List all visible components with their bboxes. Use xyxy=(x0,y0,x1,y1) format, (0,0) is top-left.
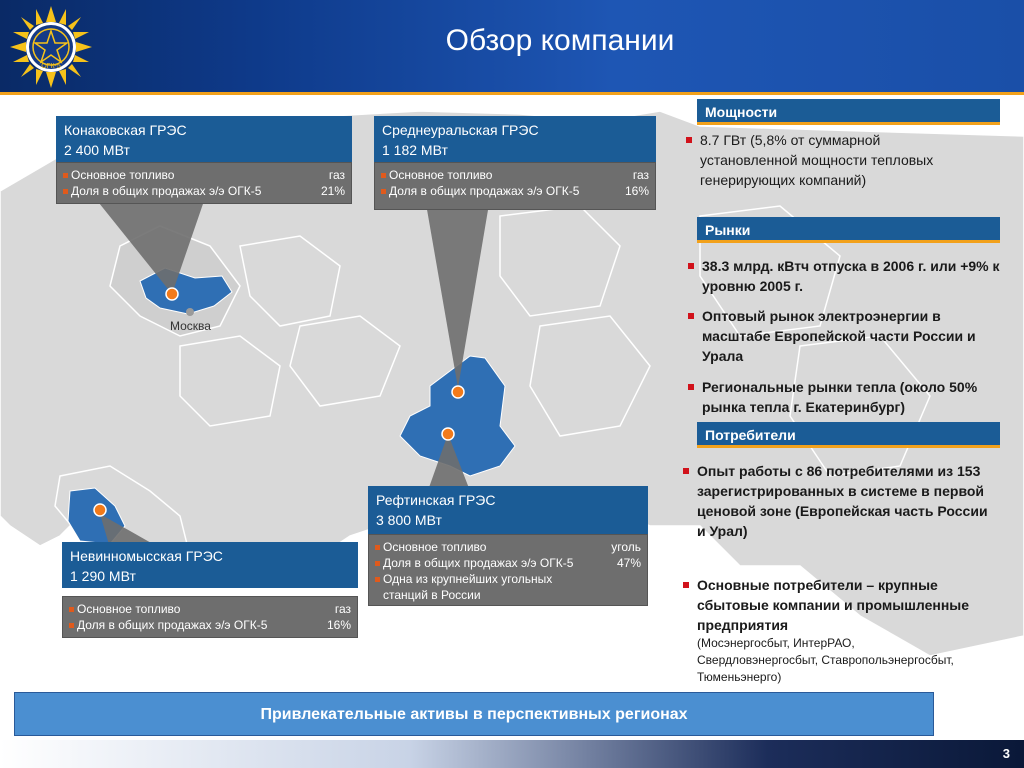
fuel-value: газ xyxy=(334,602,351,616)
sredneuralsk-header xyxy=(374,116,656,162)
fuel-value: газ xyxy=(328,168,345,182)
fuel-label: Основное топливо xyxy=(71,168,175,182)
markets-section-header: Рынки xyxy=(697,217,1000,243)
nevinnomyssk-share-row xyxy=(69,617,351,633)
reftinsk-share-row xyxy=(375,555,641,571)
reftinsk-capacity: 3 800 МВт xyxy=(376,512,442,528)
share-value: 16% xyxy=(326,618,351,632)
bullet-icon xyxy=(688,263,694,269)
share-label: Доля в общих продажах э/э ОГК-5 xyxy=(383,556,574,570)
sredneuralsk-details xyxy=(374,162,656,210)
company-logo xyxy=(8,4,94,90)
share-label: Доля в общих продажах э/э ОГК-5 xyxy=(77,618,268,632)
markets-text-3: Региональные рынки тепла (около 50% рынка тепла г. Екатеринбург) xyxy=(702,379,978,415)
reftinsk-plant-dot xyxy=(442,428,454,440)
sredneuralsk-plant-dot xyxy=(452,386,464,398)
konakovo-plant-dot xyxy=(166,288,178,300)
consumers-note: (Мосэнергосбыт, ИнтерРАО, Свердловэнергосбыт, Ставропольэнергосбыт, Тюменьэнерго) xyxy=(697,636,954,684)
capacity-point xyxy=(700,130,960,190)
markets-text-1: 38.3 млрд. кВтч отпуска в 2006 г. или +9% к уровню 2005 г. xyxy=(702,258,1000,294)
bullet-icon xyxy=(683,582,689,588)
moscow-marker xyxy=(186,308,194,316)
markets-point-3 xyxy=(702,377,1002,417)
konakovo-name: Конаковская ГРЭС xyxy=(64,122,187,138)
bullet-icon xyxy=(686,137,692,143)
header-accent-line xyxy=(0,92,1024,95)
page-title: Обзор компании xyxy=(445,24,675,57)
nevinnomyssk-details xyxy=(62,596,358,638)
capacity-section-header: Мощности xyxy=(697,99,1000,125)
reftinsk-extra-line-2: станций в России xyxy=(383,588,481,602)
nevinnomyssk-name: Невинномысская ГРЭС xyxy=(70,548,223,564)
konakovo-capacity: 2 400 МВт xyxy=(64,142,130,158)
nevinnomyssk-header xyxy=(62,542,358,588)
header-bar xyxy=(0,0,1024,95)
share-value: 16% xyxy=(624,184,649,198)
consumers-point-2 xyxy=(697,575,997,686)
reftinsk-fuel-row xyxy=(375,539,641,555)
fuel-label: Основное топливо xyxy=(389,168,493,182)
konakovo-details xyxy=(56,162,352,204)
page-number: 3 xyxy=(1002,746,1010,761)
sredneuralsk-share-row xyxy=(381,183,649,199)
reftinsk-details xyxy=(368,534,648,606)
share-label: Доля в общих продажах э/э ОГК-5 xyxy=(389,184,580,198)
nevinnomyssk-capacity: 1 290 МВт xyxy=(70,568,136,584)
fuel-label: Основное топливо xyxy=(77,602,181,616)
konakovo-share-row xyxy=(63,183,345,199)
sredneuralsk-fuel-row xyxy=(381,167,649,183)
konakovo-header xyxy=(56,116,352,162)
reftinsk-header xyxy=(368,486,648,534)
markets-point-2 xyxy=(702,306,1002,366)
consumers-text-2: Основные потребители – крупные сбытовые компании и промышленные предприятия xyxy=(697,577,970,633)
share-label: Доля в общих продажах э/э ОГК-5 xyxy=(71,184,262,198)
bullet-icon xyxy=(683,468,689,474)
consumers-section-header: Потребители xyxy=(697,422,1000,448)
fuel-label: Основное топливо xyxy=(383,540,487,554)
capacity-text: 8.7 ГВт (5,8% от суммарной установленной мощности тепловых генерирующих компаний) xyxy=(700,132,934,188)
fuel-value: уголь xyxy=(611,540,641,554)
nevinnomyssk-fuel-row xyxy=(69,601,351,617)
share-value: 47% xyxy=(616,556,641,570)
bullet-icon xyxy=(688,313,694,319)
reftinsk-extra-line-1: Одна из крупнейших угольных xyxy=(383,572,553,586)
share-value: 21% xyxy=(320,184,345,198)
markets-text-2: Оптовый рынок электроэнергии в масштабе Европейской части России и Урала xyxy=(702,308,976,364)
moscow-label: Москва xyxy=(170,319,211,333)
bottom-banner: Привлекательные активы в перспективных регионах xyxy=(14,692,934,736)
konakovo-fuel-row xyxy=(63,167,345,183)
reftinsk-extra xyxy=(375,571,641,587)
markets-point-1 xyxy=(702,256,1012,296)
consumers-text-1: Опыт работы с 86 потребителями из 153 зарегистрированных в системе в первой ценовой зоне (Европейская часть России и Урал) xyxy=(697,463,988,539)
nevinnomyssk-plant-dot xyxy=(94,504,106,516)
reftinsk-name: Рефтинская ГРЭС xyxy=(376,492,496,508)
bullet-icon xyxy=(688,384,694,390)
sredneuralsk-name: Среднеуральская ГРЭС xyxy=(382,122,539,138)
sredneuralsk-capacity: 1 182 МВт xyxy=(382,142,448,158)
footer-bar xyxy=(0,740,1024,768)
consumers-point-1 xyxy=(697,461,997,541)
logo-text: ОГК-5 xyxy=(41,63,61,70)
fuel-value: газ xyxy=(632,168,649,182)
